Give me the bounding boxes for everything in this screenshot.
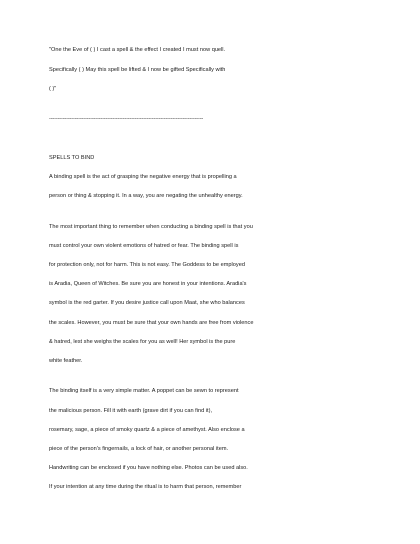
paragraph-2-line-7: & hatred, lest she weighs the scales for you as well! Her symbol is the pure bbox=[49, 339, 236, 345]
paragraph-3-line-4: piece of the person's fingernails, a lock of hair, or another personal item. bbox=[49, 446, 229, 452]
paragraph-3-line-3: rosemary, sage, a piece of smoky quartz & a piece of amethyst. Also enclose a bbox=[49, 427, 245, 433]
paragraph-2-line-5: symbol is the red garter. If you desire justice call upon Maat, she who balances bbox=[49, 300, 245, 306]
paragraph-3-line-5: Handwriting can be enclosed if you have nothing else. Photos can be used also. bbox=[49, 465, 248, 471]
separator-line: ------------------------------------------------------------------------------------------ bbox=[49, 116, 204, 122]
paragraph-1-line-1: A binding spell is the act of grasping the negative energy that is propelling a bbox=[49, 174, 237, 180]
paragraph-3-line-1: The binding itself is a very simple matter. A poppet can be sewn to represent bbox=[49, 388, 239, 394]
incantation-line-2: Specifically ( ) May this spell be lifted & I now be gifted Specifically with bbox=[49, 67, 226, 73]
paragraph-3-line-2: the malicious person. Fill it with earth (grave dirt if you can find it), bbox=[49, 408, 213, 414]
paragraph-2-line-1: The most important thing to remember when conducting a binding spell is that you bbox=[49, 224, 253, 230]
incantation-line-1: "One the Eve of ( ) I cast a spell & the effect I created I must now quell. bbox=[49, 47, 226, 53]
incantation-line-3: ( )" bbox=[49, 86, 57, 92]
paragraph-2-line-3: for protection only, not for harm. This is not easy. The Goddess to be employed bbox=[49, 262, 245, 268]
section-title: SPELLS TO BIND bbox=[49, 155, 95, 161]
paragraph-1-line-2: person or thing & stopping it. In a way, you are negating the unhealthy energy. bbox=[49, 193, 243, 199]
paragraph-2-line-4: is Aradia, Queen of Witches. Be sure you are honest in your intentions. Aradia's bbox=[49, 281, 247, 287]
paragraph-2-line-8: white feather. bbox=[49, 358, 83, 364]
paragraph-2-line-6: the scales. However, you must be sure that your own hands are free from violence bbox=[49, 320, 254, 326]
paragraph-2-line-2: must control your own violent emotions of hatred or fear. The binding spell is bbox=[49, 243, 239, 249]
paragraph-3-line-6: If your intention at any time during the ritual is to harm that person, remember bbox=[49, 484, 242, 490]
